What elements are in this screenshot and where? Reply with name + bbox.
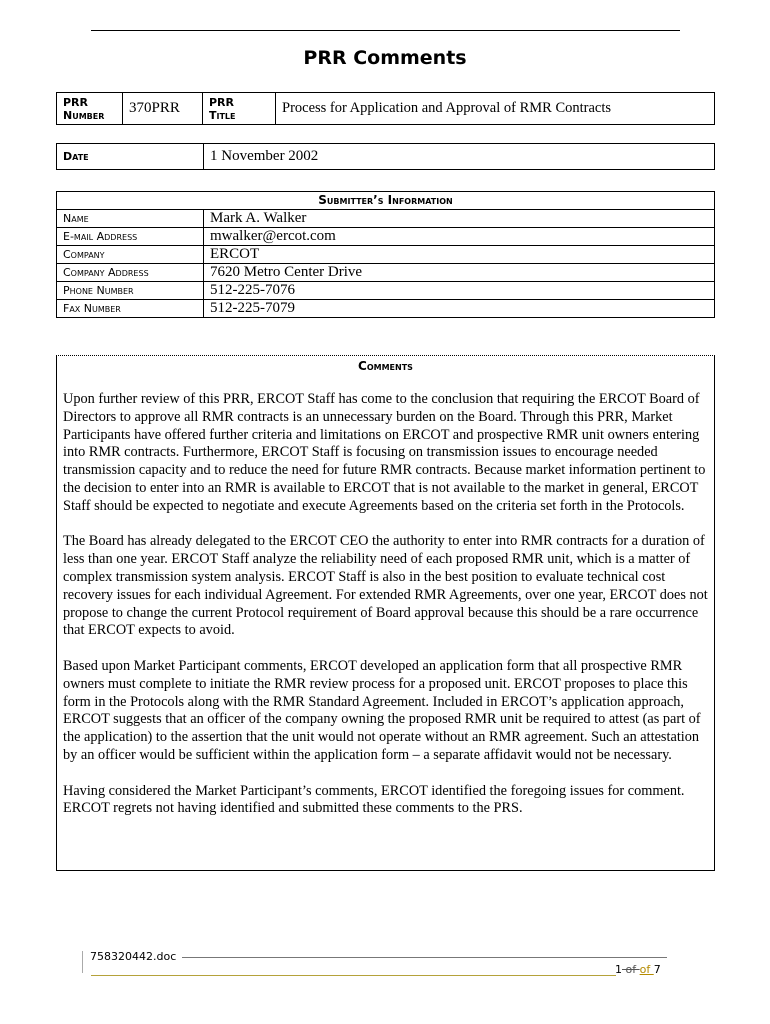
submitter-value: 512-225-7076: [204, 282, 715, 300]
comment-paragraph: Based upon Market Participant comments, ERCOT developed an application form that all prospective RMR owners must complete to initiate the RMR review process for a proposed unit. ERCOT proposes to place this form in the Protocols along with the RMR Standard Agreement. Included in ERCOT’s application approach, ERCOT suggests that an officer of the company owning the proposed RMR unit be required to attest (as part of the application) to the assertion that the unit would not operate without an RMR agreement. Such an attestation by an officer would be sufficient within the application form – a separate affidavit would not be necessary.: [63, 657, 701, 763]
footer-rule-top: [182, 957, 667, 958]
date-table: [56, 143, 715, 170]
prr-title-value: Process for Application and Approval of RMR Contracts: [276, 93, 715, 125]
submitter-value: Mark A. Walker: [204, 210, 715, 228]
comments-body: [57, 391, 714, 818]
comments-box: [56, 355, 715, 871]
comment-paragraph: The Board has already delegated to the ERCOT CEO the authority to enter into RMR contracts for a duration of less than one year. ERCOT Staff analyze the reliability need of each proposed RMR unit, which is a matter of complex transmission system analysis. ERCOT Staff is also in the best position to evaluate technical cost recovery issues for each individual Agreement. For extended RMR Agreements, over one year, ERCOT does not propose to change the current Protocol requirement of Board approval because this should be a rare occurrence that ERCOT expects to avoid.: [63, 533, 708, 639]
submitter-row: [57, 300, 715, 318]
prr-number-label: PRR Number: [57, 93, 123, 125]
comment-paragraph: Upon further review of this PRR, ERCOT Staff has come to the conclusion that requiring the ERCOT Board of Directors to approve all RMR contracts is an unnecessary burden on the Board. Through this PRR, Market Participants have offered further criteria and limitations on ERCOT and prospective RMR unit owners entering into RMR contracts. Furthermore, ERCOT Staff is focusing on transmission issues to encourage needed transmission capacity and to reduce the need for future RMR contracts. Because market information pertinent to the decision to enter into an RMR is available to ERCOT that is not available to the market in general, ERCOT Staff should be expected to negotiate and execute Agreements based on the criteria set forth in the Protocols.: [63, 391, 706, 514]
date-value: 1 November 2002: [204, 144, 715, 170]
footer-page-number: 1 of of 7: [615, 963, 661, 976]
comment-paragraph: Having considered the Market Participant’s comments, ERCOT identified the foregoing issues for comment. ERCOT regrets not having identified and submitted these comments to the PRS.: [63, 782, 685, 817]
submitter-table: [56, 191, 715, 318]
footer-doc-name: 758320442.doc: [90, 950, 177, 963]
submitter-row: [57, 246, 715, 264]
submitter-label: Company: [57, 246, 204, 264]
prr-info-table: [56, 92, 715, 125]
submitter-label: Name: [57, 210, 204, 228]
submitter-label: Phone Number: [57, 282, 204, 300]
prr-number-value: 370PRR: [123, 93, 203, 125]
header-rule: [91, 30, 680, 31]
comments-heading: Comments: [358, 359, 413, 373]
submitter-heading: Submitter’s Information: [57, 192, 715, 210]
date-label: Date: [57, 144, 204, 170]
submitter-row: [57, 210, 715, 228]
submitter-row: [57, 228, 715, 246]
submitter-row: [57, 264, 715, 282]
submitter-value: mwalker@ercot.com: [204, 228, 715, 246]
submitter-value: 512-225-7079: [204, 300, 715, 318]
submitter-label: Fax Number: [57, 300, 204, 318]
submitter-label: Company Address: [57, 264, 204, 282]
submitter-row: [57, 282, 715, 300]
page-title: PRR Comments: [303, 47, 467, 69]
submitter-value: ERCOT: [204, 246, 715, 264]
prr-title-label: PRR Title: [203, 93, 276, 125]
footer-margin-rule: [82, 951, 83, 973]
submitter-value: 7620 Metro Center Drive: [204, 264, 715, 282]
footer-rule-bottom: [91, 975, 616, 976]
submitter-label: E-mail Address: [57, 228, 204, 246]
